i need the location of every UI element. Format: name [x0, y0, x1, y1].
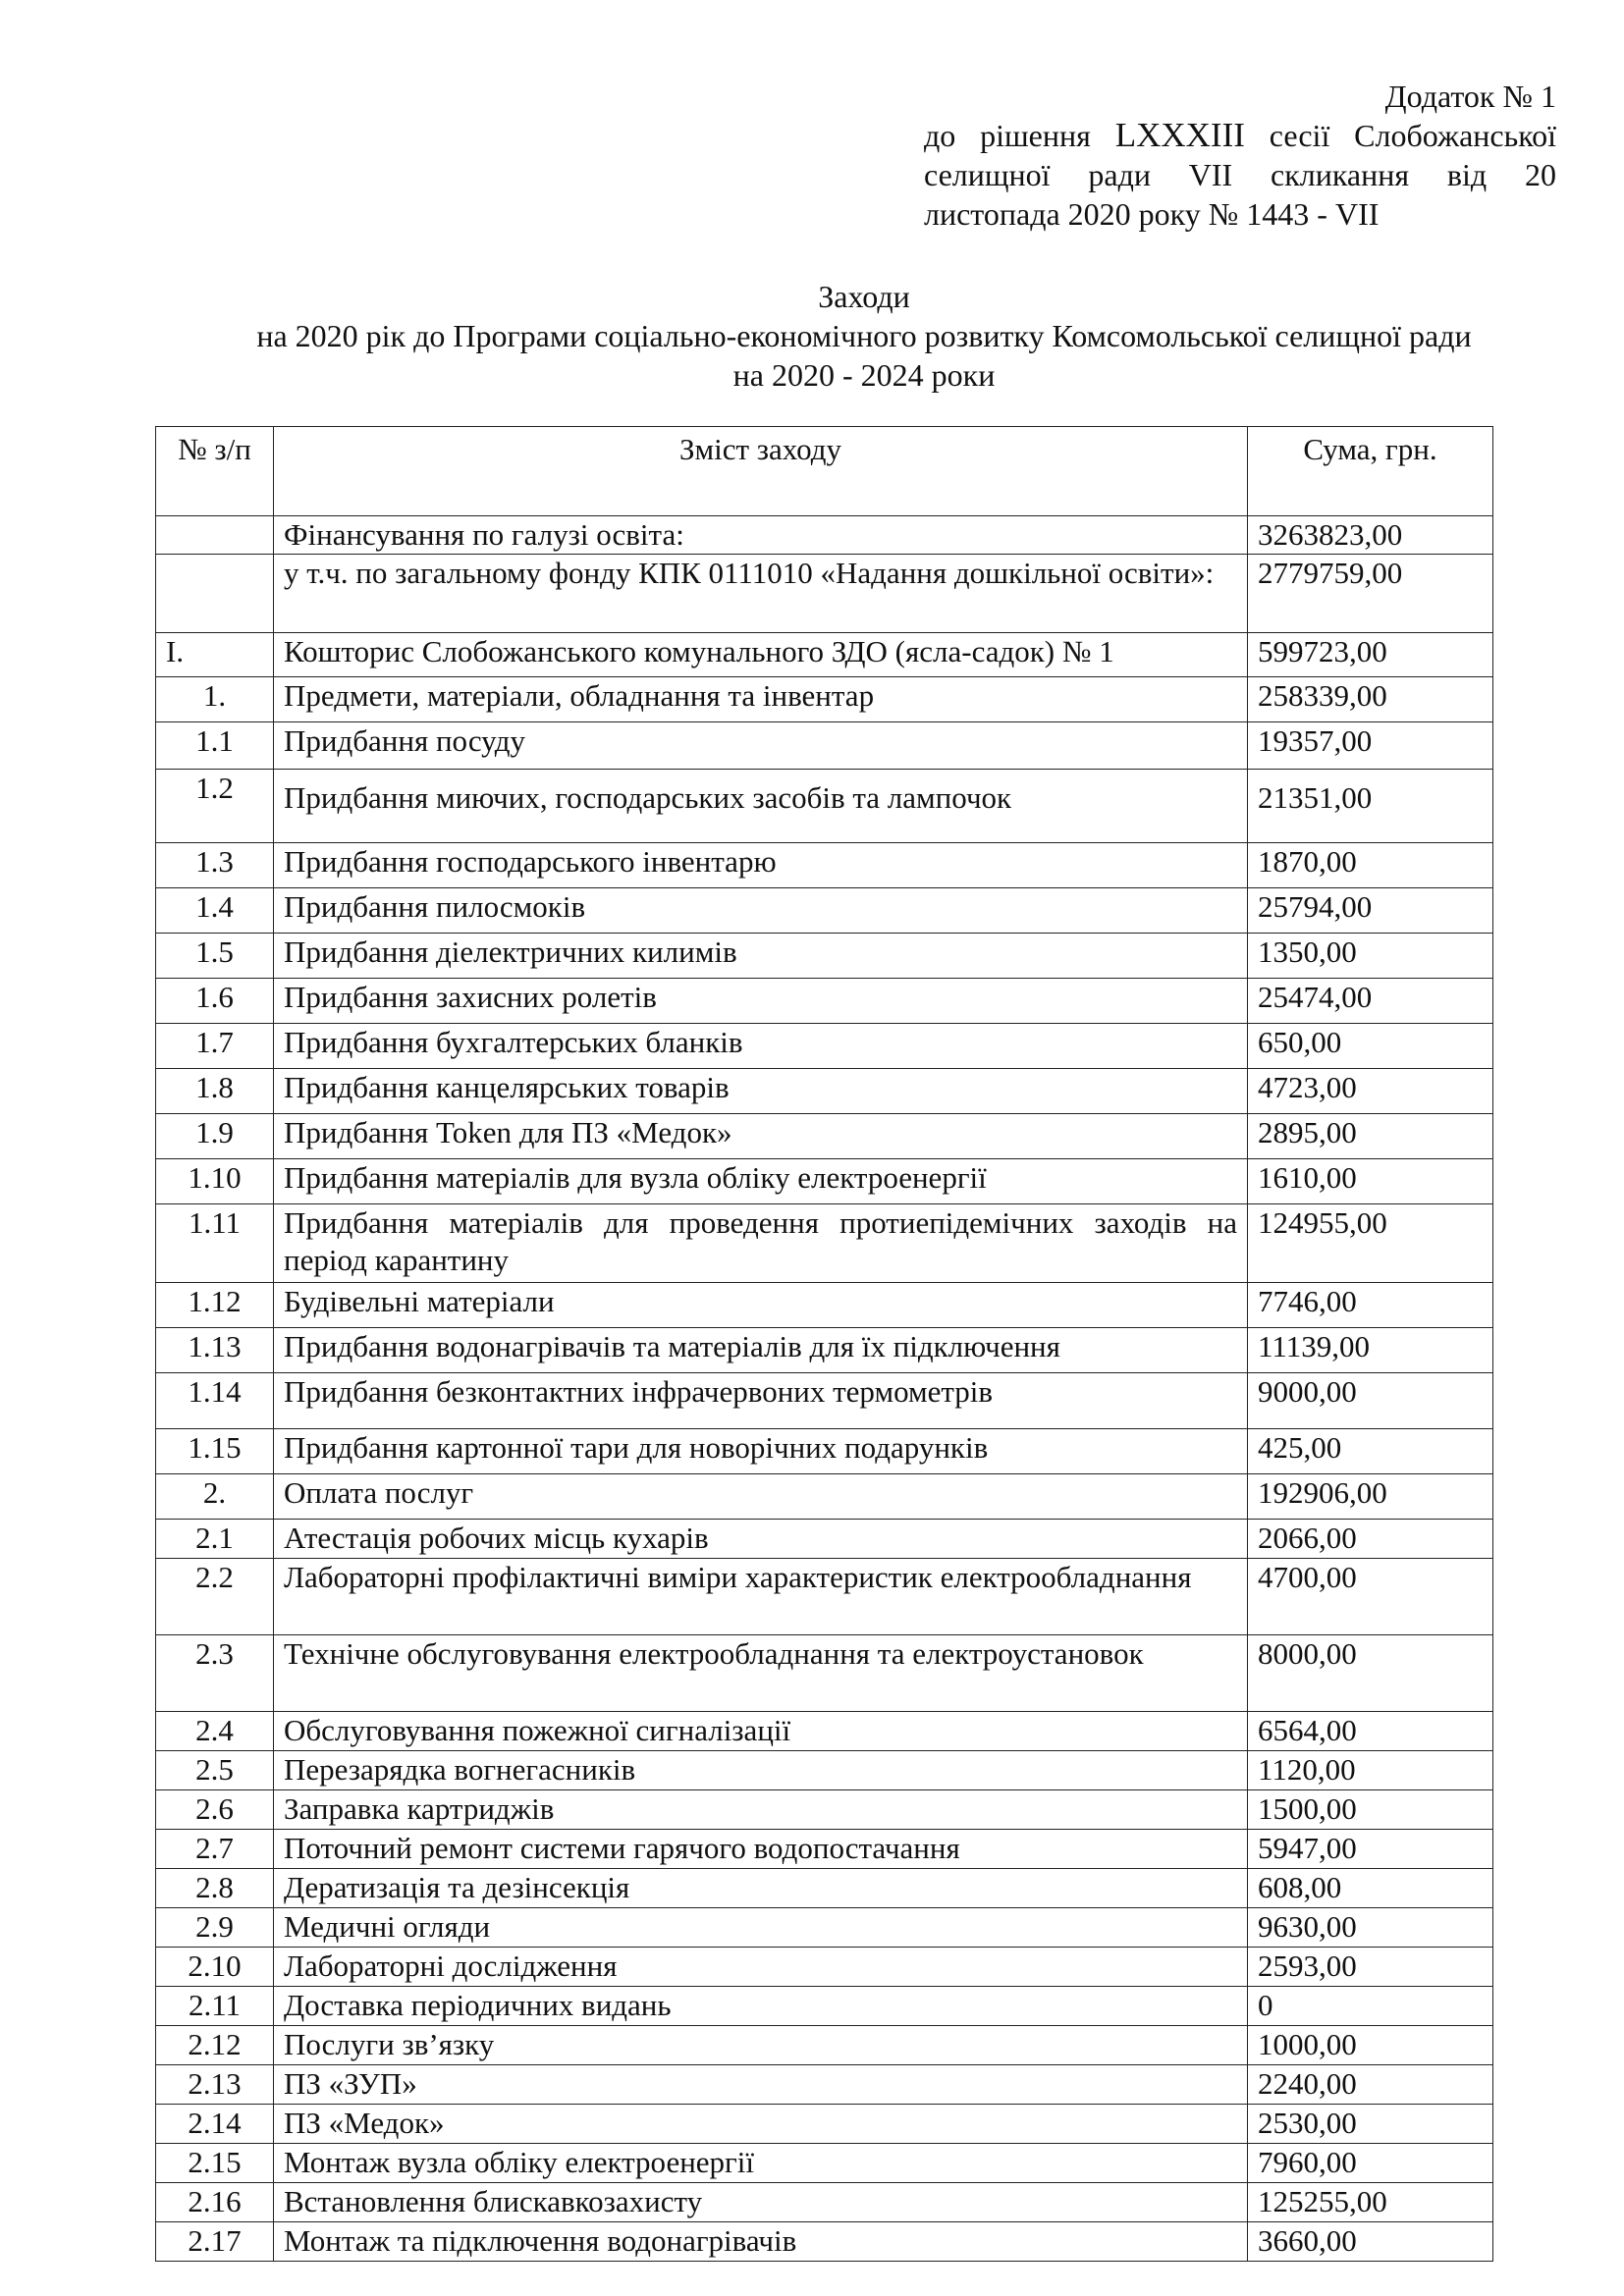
row-number: 1.4	[156, 888, 274, 934]
table-row	[156, 1328, 1493, 1373]
row-description: Доставка періодичних видань	[274, 1987, 1248, 2026]
row-number: 2.8	[156, 1869, 274, 1908]
row-number: 1.9	[156, 1114, 274, 1159]
row-number: 1.10	[156, 1159, 274, 1204]
row-description: ПЗ «ЗУП»	[274, 2065, 1248, 2105]
row-description: Обслуговування пожежної сигналізації	[274, 1712, 1248, 1751]
row-sum: 2240,00	[1248, 2065, 1493, 2105]
row-description: Кошторис Слобожанського комунального ЗДО (ясла-садок) № 1	[274, 633, 1248, 677]
row-sum: 1870,00	[1248, 843, 1493, 888]
table-row	[156, 2144, 1493, 2183]
row-number: 2.12	[156, 2026, 274, 2065]
annex-block	[924, 77, 1556, 234]
table-row	[156, 1283, 1493, 1328]
row-number: 2.10	[156, 1948, 274, 1987]
row-number: 1.14	[156, 1373, 274, 1429]
row-number: 2.15	[156, 2144, 274, 2183]
row-description: Придбання діелектричних килимів	[274, 934, 1248, 979]
row-description: Придбання матеріалів для вузла обліку електроенергії	[274, 1159, 1248, 1204]
heading-title: Заходи	[818, 279, 910, 314]
row-number: 2.1	[156, 1520, 274, 1559]
row-number: 2.7	[156, 1830, 274, 1869]
row-description: Лабораторні профілактичні виміри характеристик електрообладнання	[274, 1559, 1248, 1635]
row-description: Технічне обслуговування електрообладнання та електроустановок	[274, 1635, 1248, 1712]
row-sum: 2779759,00	[1248, 555, 1493, 633]
table-row	[156, 979, 1493, 1024]
row-description: Придбання господарського інвентарю	[274, 843, 1248, 888]
table-row	[156, 2105, 1493, 2144]
row-sum: 9000,00	[1248, 1373, 1493, 1429]
table-row	[156, 934, 1493, 979]
row-description: Придбання безконтактних інфрачервоних термометрів	[274, 1373, 1248, 1429]
table-row	[156, 1751, 1493, 1790]
row-number: 2.2	[156, 1559, 274, 1635]
row-sum: 7960,00	[1248, 2144, 1493, 2183]
table-row	[156, 2183, 1493, 2222]
table-row	[156, 1520, 1493, 1559]
heading-subtitle: на 2020 рік до Програми соціально-економічного розвитку Комсомольської селищної ради	[256, 318, 1472, 353]
annex-title: Додаток № 1	[1384, 79, 1556, 114]
annex-decision-line	[924, 116, 1556, 155]
table-row	[156, 1474, 1493, 1520]
row-number: 2.11	[156, 1987, 274, 2026]
row-description: Придбання бухгалтерських бланків	[274, 1024, 1248, 1069]
table-row	[156, 770, 1493, 843]
row-sum: 125255,00	[1248, 2183, 1493, 2222]
row-sum: 599723,00	[1248, 633, 1493, 677]
row-sum: 4723,00	[1248, 1069, 1493, 1114]
table-row	[156, 633, 1493, 677]
row-number: 2.3	[156, 1635, 274, 1712]
row-description: Дератизація та дезінсекція	[274, 1869, 1248, 1908]
row-description: Придбання миючих, господарських засобів та лампочок	[274, 770, 1248, 843]
table-row	[156, 1024, 1493, 1069]
row-number: 1.8	[156, 1069, 274, 1114]
row-number: 2.9	[156, 1908, 274, 1948]
table-row	[156, 1869, 1493, 1908]
row-number: 1.7	[156, 1024, 274, 1069]
header-sum: Сума, грн.	[1248, 427, 1493, 516]
row-description: Заправка картриджів	[274, 1790, 1248, 1830]
row-number: 1.6	[156, 979, 274, 1024]
table-row	[156, 1559, 1493, 1635]
row-number: 2.4	[156, 1712, 274, 1751]
row-sum: 650,00	[1248, 1024, 1493, 1069]
table-row	[156, 1987, 1493, 2026]
table-row	[156, 677, 1493, 722]
table-row	[156, 1948, 1493, 1987]
row-number: 2.5	[156, 1751, 274, 1790]
row-sum: 9630,00	[1248, 1908, 1493, 1948]
row-sum: 258339,00	[1248, 677, 1493, 722]
row-description: Атестація робочих місць кухарів	[274, 1520, 1248, 1559]
row-sum: 25794,00	[1248, 888, 1493, 934]
table-row	[156, 2026, 1493, 2065]
row-sum: 5947,00	[1248, 1830, 1493, 1869]
row-sum: 3263823,00	[1248, 516, 1493, 555]
header-description: Зміст заходу	[274, 427, 1248, 516]
row-sum: 1120,00	[1248, 1751, 1493, 1790]
row-number: 1.	[156, 677, 274, 722]
row-number: 1.1	[156, 722, 274, 770]
row-sum: 2530,00	[1248, 2105, 1493, 2144]
row-sum: 1500,00	[1248, 1790, 1493, 1830]
row-number: 1.15	[156, 1429, 274, 1474]
annex-session-number: LXXXIII	[1114, 116, 1245, 154]
row-description: Придбання канцелярських товарів	[274, 1069, 1248, 1114]
table-row	[156, 1830, 1493, 1869]
table-row	[156, 1712, 1493, 1751]
row-sum: 2895,00	[1248, 1114, 1493, 1159]
row-sum: 2593,00	[1248, 1948, 1493, 1987]
row-number: 1.11	[156, 1204, 274, 1283]
annex-decision-prefix: до рішення	[924, 118, 1091, 153]
table-row	[156, 1908, 1493, 1948]
row-description: Придбання Token для ПЗ «Медок»	[274, 1114, 1248, 1159]
row-description: Придбання водонагрівачів та матеріалів для їх підключення	[274, 1328, 1248, 1373]
row-sum: 192906,00	[1248, 1474, 1493, 1520]
row-sum: 25474,00	[1248, 979, 1493, 1024]
row-sum: 0	[1248, 1987, 1493, 2026]
table-row	[156, 2222, 1493, 2262]
row-description: Придбання пилосмоків	[274, 888, 1248, 934]
row-number: 1.13	[156, 1328, 274, 1373]
row-sum: 425,00	[1248, 1429, 1493, 1474]
row-description: Монтаж та підключення водонагрівачів	[274, 2222, 1248, 2262]
row-description: Медичні огляди	[274, 1908, 1248, 1948]
row-number: 1.3	[156, 843, 274, 888]
row-number: 2.13	[156, 2065, 274, 2105]
row-description: Придбання матеріалів для проведення протиепідемічних заходів на період карантину	[274, 1204, 1248, 1283]
row-description: Встановлення блискавкозахисту	[274, 2183, 1248, 2222]
row-sum: 124955,00	[1248, 1204, 1493, 1283]
row-description: Предмети, матеріали, обладнання та інвентар	[274, 677, 1248, 722]
row-number: 2.17	[156, 2222, 274, 2262]
document-heading	[157, 277, 1571, 395]
row-sum: 19357,00	[1248, 722, 1493, 770]
row-description: Лабораторні дослідження	[274, 1948, 1248, 1987]
row-number: 2.16	[156, 2183, 274, 2222]
table-row	[156, 843, 1493, 888]
row-description: Перезарядка вогнегасників	[274, 1751, 1248, 1790]
row-number: 1.12	[156, 1283, 274, 1328]
row-description: ПЗ «Медок»	[274, 2105, 1248, 2144]
row-description: Придбання посуду	[274, 722, 1248, 770]
row-description: Будівельні матеріали	[274, 1283, 1248, 1328]
table-row	[156, 555, 1493, 633]
row-description: Фінансування по галузі освіта:	[274, 516, 1248, 555]
table-row	[156, 1114, 1493, 1159]
row-sum: 11139,00	[1248, 1328, 1493, 1373]
row-sum: 7746,00	[1248, 1283, 1493, 1328]
heading-period: на 2020 - 2024 роки	[732, 357, 996, 393]
row-description: у т.ч. по загальному фонду КПК 0111010 «Надання дошкільної освіти»:	[274, 555, 1248, 633]
row-sum: 608,00	[1248, 1869, 1493, 1908]
row-sum: 3660,00	[1248, 2222, 1493, 2262]
row-number: 1.2	[156, 770, 274, 843]
row-sum: 1610,00	[1248, 1159, 1493, 1204]
row-sum: 21351,00	[1248, 770, 1493, 843]
table-row	[156, 1069, 1493, 1114]
table-row	[156, 1204, 1493, 1283]
table-row	[156, 1635, 1493, 1712]
table-row	[156, 1429, 1493, 1474]
row-description: Послуги зв’язку	[274, 2026, 1248, 2065]
annex-council-line: селищної ради VII скликання від 20	[924, 157, 1556, 192]
table-row	[156, 1790, 1493, 1830]
row-sum: 6564,00	[1248, 1712, 1493, 1751]
row-number: 1.5	[156, 934, 274, 979]
table-header-row	[156, 427, 1493, 516]
row-number: 2.14	[156, 2105, 274, 2144]
annex-decision-suffix: сесії Слобожанської	[1269, 118, 1557, 153]
measures-table	[155, 426, 1493, 2262]
row-description: Придбання захисних ролетів	[274, 979, 1248, 1024]
header-number: № з/п	[156, 427, 274, 516]
row-description: Придбання картонної тари для новорічних подарунків	[274, 1429, 1248, 1474]
row-number: 2.6	[156, 1790, 274, 1830]
table-row	[156, 722, 1493, 770]
row-number	[156, 555, 274, 633]
row-sum: 1000,00	[1248, 2026, 1493, 2065]
annex-date-line: листопада 2020 року № 1443 - VII	[924, 196, 1380, 232]
row-sum: 4700,00	[1248, 1559, 1493, 1635]
table-row	[156, 1159, 1493, 1204]
row-description: Монтаж вузла обліку електроенергії	[274, 2144, 1248, 2183]
row-number: 2.	[156, 1474, 274, 1520]
row-sum: 2066,00	[1248, 1520, 1493, 1559]
row-description: Оплата послуг	[274, 1474, 1248, 1520]
table-row	[156, 888, 1493, 934]
table-row	[156, 1373, 1493, 1429]
row-description: Поточний ремонт системи гарячого водопостачання	[274, 1830, 1248, 1869]
table-body	[156, 516, 1493, 2262]
row-number: I.	[156, 633, 274, 677]
table-row	[156, 516, 1493, 555]
row-sum: 8000,00	[1248, 1635, 1493, 1712]
row-sum: 1350,00	[1248, 934, 1493, 979]
row-number	[156, 516, 274, 555]
table-row	[156, 2065, 1493, 2105]
